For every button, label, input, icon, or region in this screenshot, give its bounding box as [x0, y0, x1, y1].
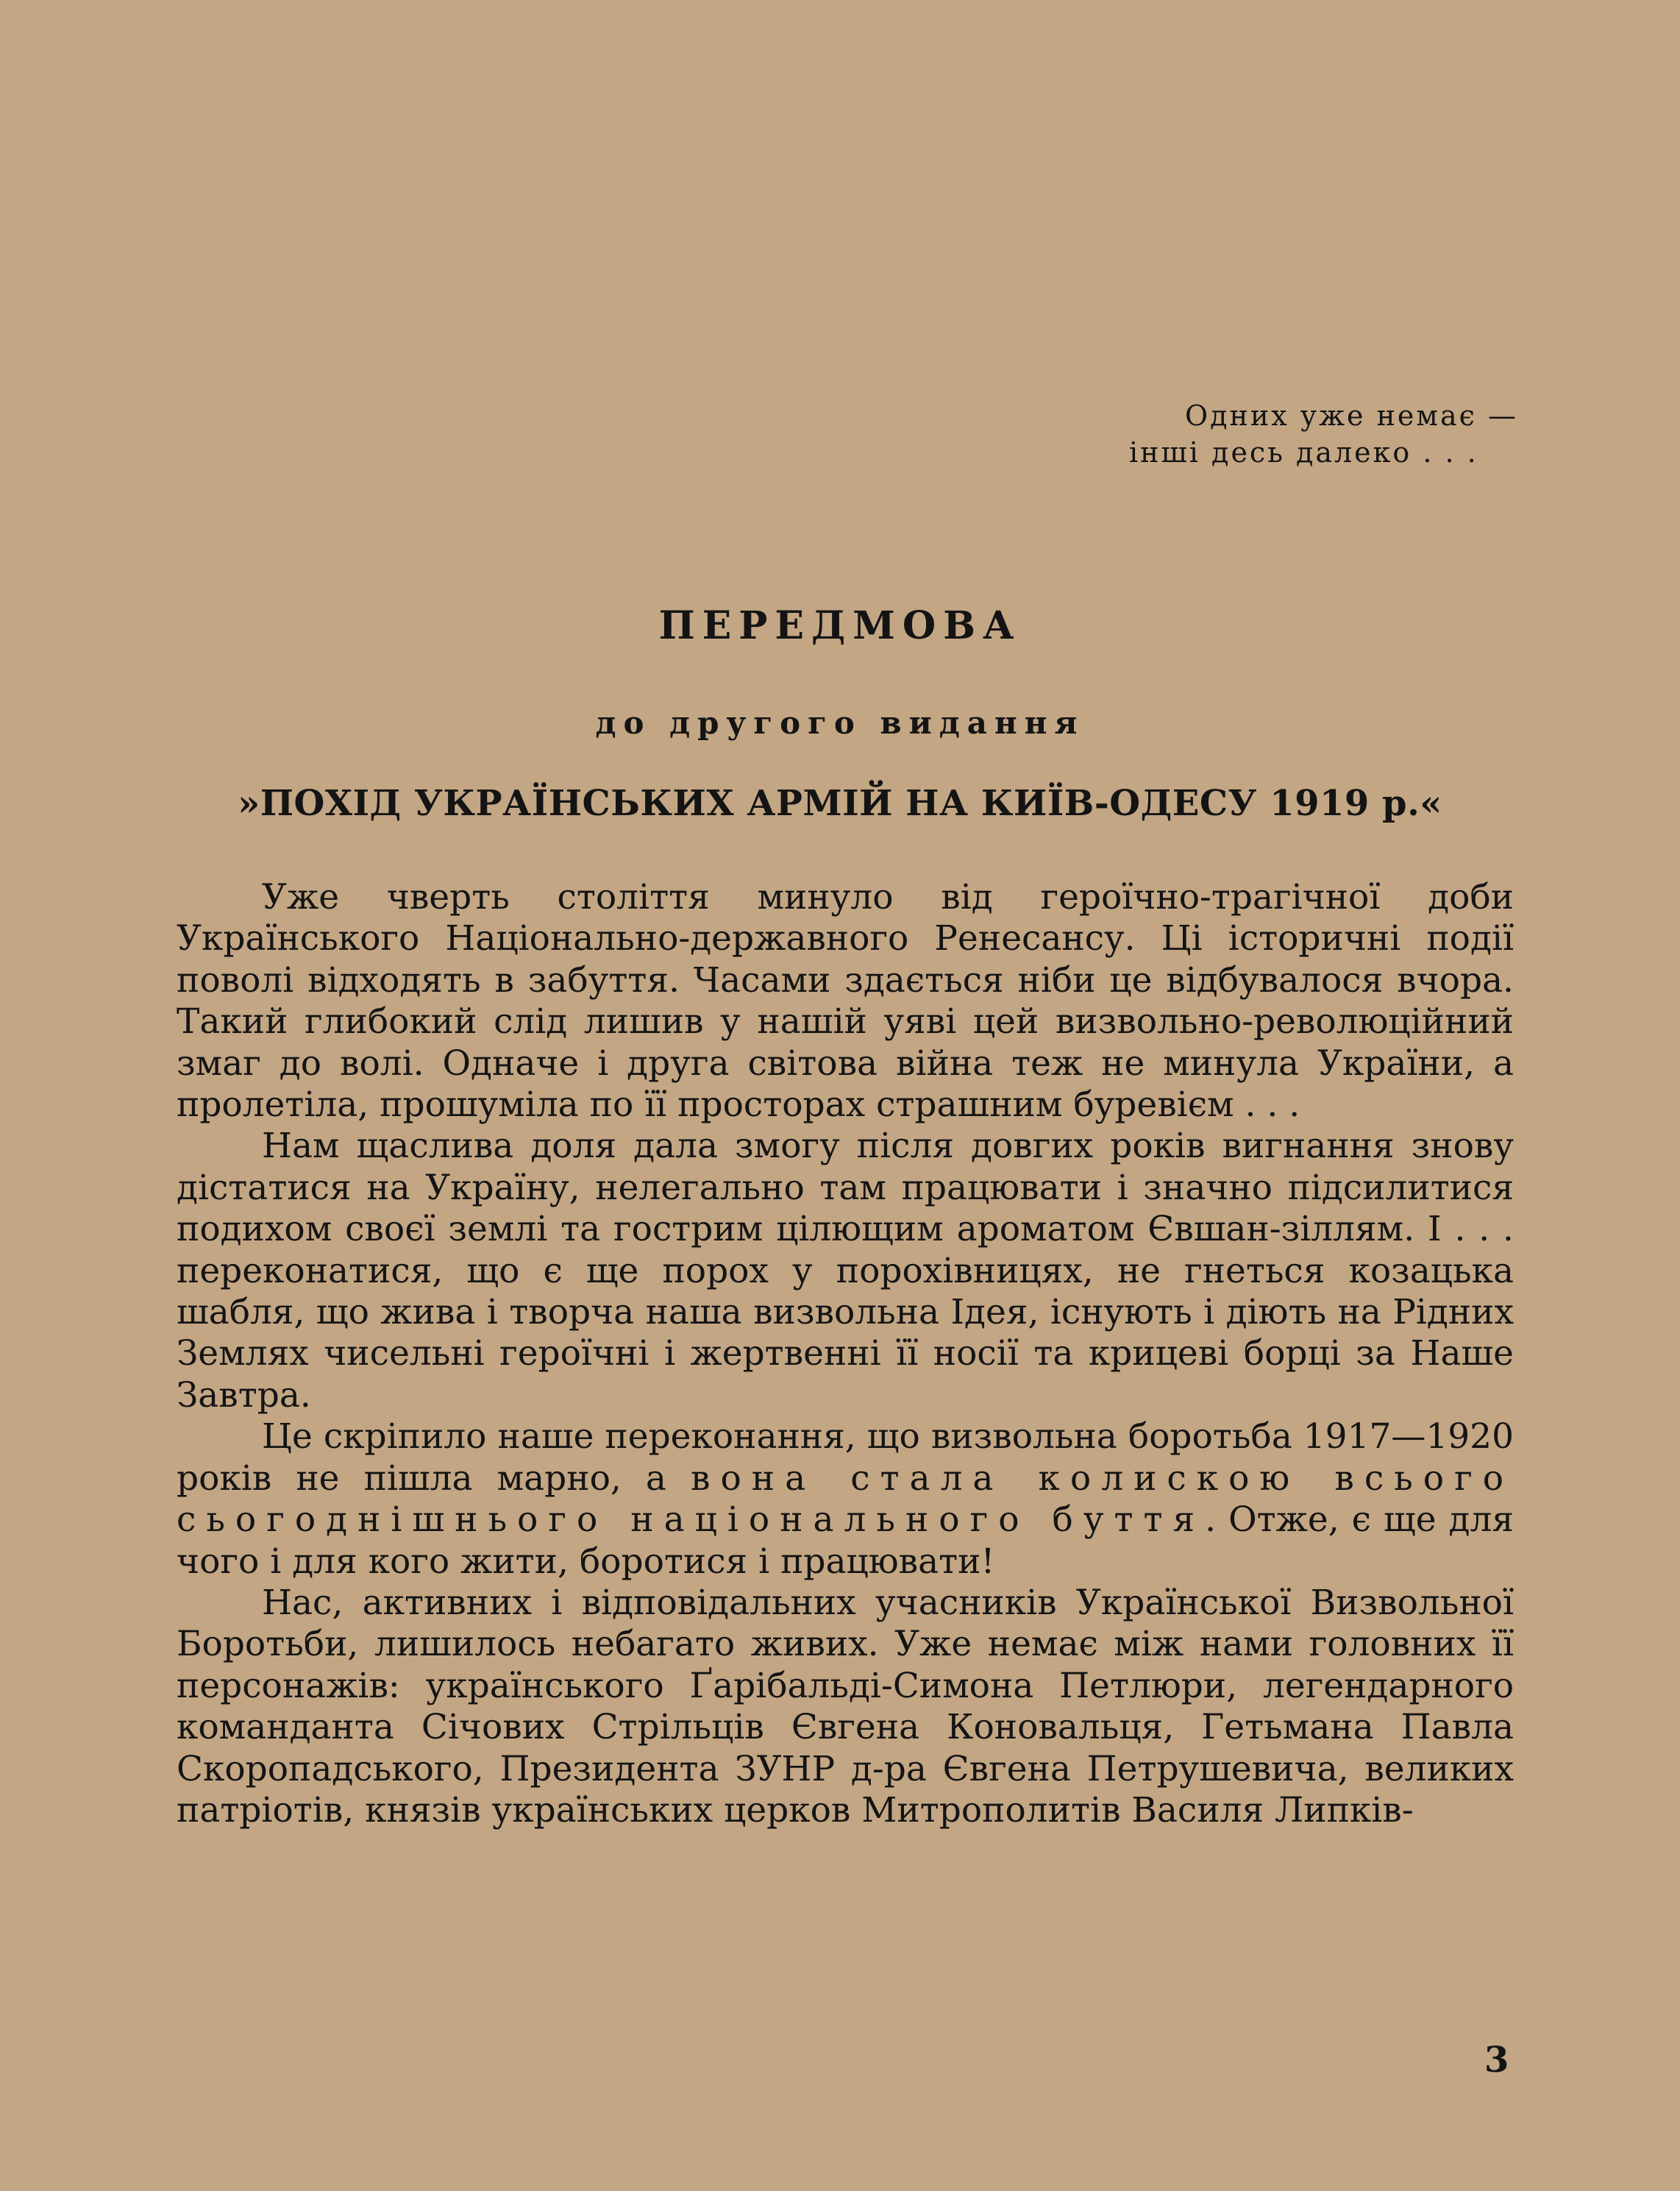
page-subtitle: до другого видання [595, 705, 1085, 741]
epigraph-line-2: інші десь далеко . . . [1129, 436, 1478, 469]
book-title: »ПОХІД УКРАЇНСЬКИХ АРМІЙ НА КИЇВ-ОДЕСУ 1919 р.« [238, 783, 1442, 824]
page-title: ПЕРЕДМОВА [658, 603, 1022, 648]
paragraph-3 [177, 1416, 1514, 1583]
epigraph-line-1: Одних уже немає — [1185, 400, 1518, 432]
paragraph-2: Нам щаслива доля дала змогу після довгих років вигнання знову дістатися на Україну, нелегально там працювати і значно підсилитися подихом своєї землі та гострим цілющим ароматом Євшан-зіллям. І . . . переконатися, що є ще порох у порохівницях, не гнеться козацька шабля, що жива і творча наша визвольна Ідея, існують і діють на Рідних Землях чисельні героїчні і жертвенні її носії та крицеві борці за Наше Завтра. [177, 1126, 1514, 1416]
paragraph-3-start: Це скріпило наше переконання, що визвольна боротьба 1917—1920 років не пішла марно, а [177, 1416, 1514, 1499]
paragraph-1: Уже чверть століття минуло від героїчно-трагічної доби Українського Національно-державного Ренесансу. Ці історичні події поволі відходять в забуття. Часами здається ніби це відбувалося вчора. Такий глибокий слід лишив у нашій уяві цей визвольно-революційний змаг до волі. Одначе і друга світова війна теж не минула України, а пролетіла, прошуміла по її просторах страшним буревієм . . . [177, 877, 1514, 1126]
page-number: 3 [1484, 2039, 1509, 2081]
body-text [177, 877, 1514, 1831]
epigraph [1129, 397, 1518, 471]
paragraph-3-emphasis: вона стала колискою всього сьогоднішнього національного буття [177, 1457, 1514, 1541]
paragraph-3-end: . Отже, є ще для чого і для кого жити, боротися і працювати! [177, 1499, 1514, 1582]
paragraph-4: Нас, активних і відповідальних учасників Української Визвольної Боротьби, лишилось небагато живих. Уже немає між нами головних її персонажів: українського Ґарібальді-Симона Петлюри, легендарного команданта Січових Стрільців Євгена Коновальця, Гетьмана Павла Скоропадського, Президента ЗУНР д-ра Євгена Петрушевича, великих патріотів, князів українських церков Митрополитів Василя Липків- [177, 1582, 1514, 1830]
